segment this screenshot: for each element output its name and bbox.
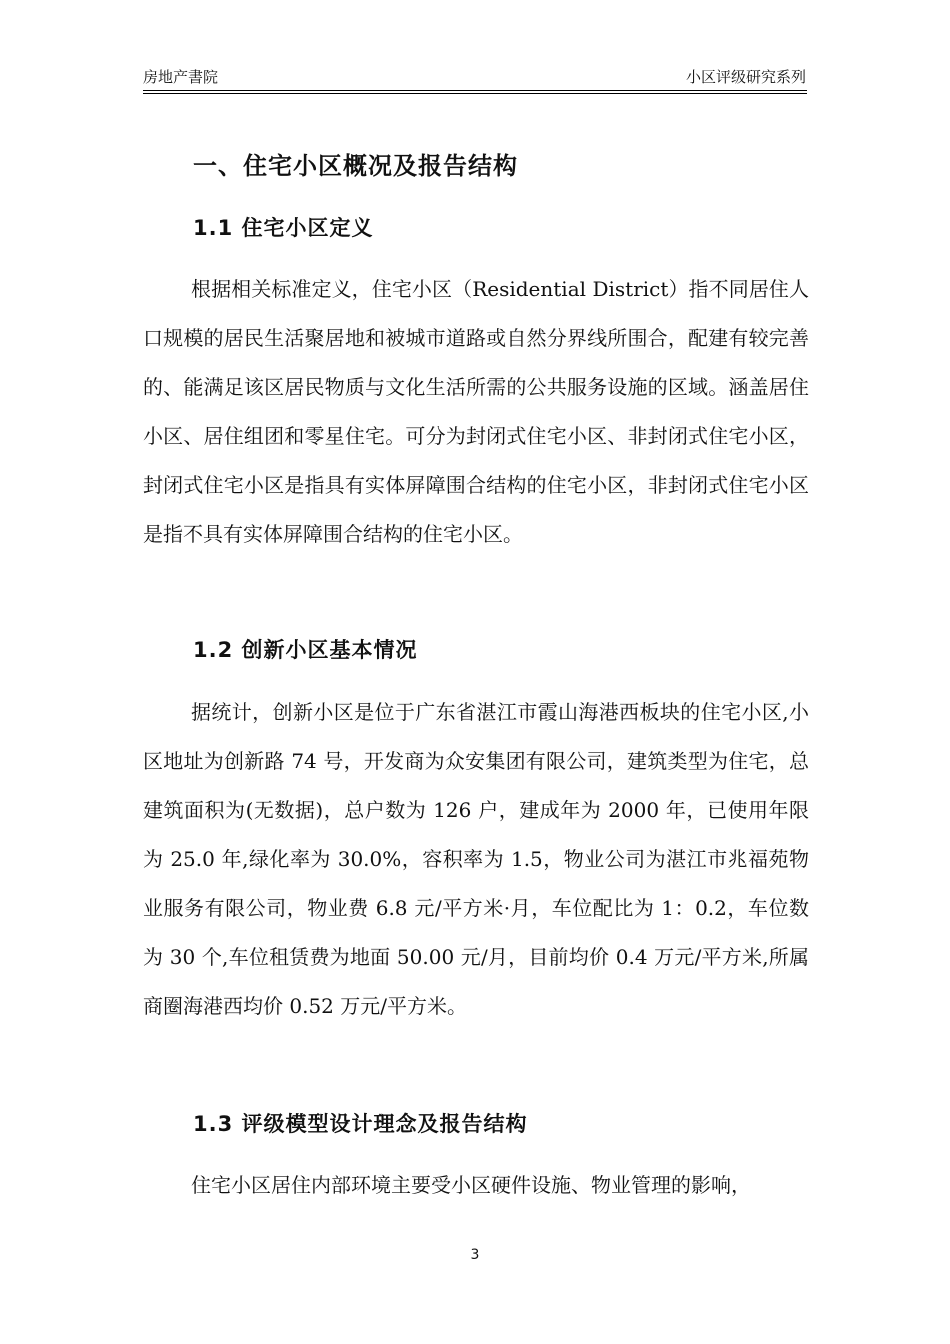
paragraph-definition: 根据相关标准定义，住宅小区（Residential District）指不同居住人口规模的居民生活聚居地和被城市道路或自然分界线所围合，配建有较完善的、能满足该区居民物质与文化生活所需的公共服务设施的区域。涵盖居住小区、居住组团和零星住宅。可分为封闭式住宅小区、非封闭式住宅小区，封闭式住宅小区是指具有实体屏障围合结构的住宅小区，非封闭式住宅小区是指不具有实体屏障围合结构的住宅小区。: [143, 277, 809, 546]
subsection-title-1-1: 1.1 住宅小区定义: [193, 216, 374, 240]
subsection-title-1-3: 1.3 评级模型设计理念及报告结构: [193, 1112, 528, 1136]
header-left-title: 房地产書院: [143, 68, 219, 86]
header-divider: [143, 90, 807, 91]
section-title: 一、住宅小区概况及报告结构: [193, 152, 518, 180]
paragraph-model-design: 住宅小区居住内部环境主要受小区硬件设施、物业管理的影响，: [191, 1173, 751, 1197]
paragraph-basic-info: 据统计，创新小区是位于广东省湛江市霞山海港西板块的住宅小区,小区地址为创新路 74 号，开发商为众安集团有限公司，建筑类型为住宅，总建筑面积为(无数据)，总户数为 126 户，建成年为 2000 年，已使用年限为 25.0 年,绿化率为 30.0%，容积率为 1.5，物业公司为湛江市兆福苑物业服务有限公司，物业费 6.8 元/平方米·月，车位配比为 1：0.2，车位数为 30 个,车位租赁费为地面 50.00 元/月，目前均价 0.4 万元/平方米,所属商圈海港西均价 0.52 万元/平方米。: [143, 700, 809, 1018]
subsection-title-1-2: 1.2 创新小区基本情况: [193, 638, 418, 662]
header-right-title: 小区评级研究系列: [685, 68, 806, 86]
header-divider-secondary: [143, 93, 807, 94]
page-number: 3: [470, 1247, 480, 1263]
